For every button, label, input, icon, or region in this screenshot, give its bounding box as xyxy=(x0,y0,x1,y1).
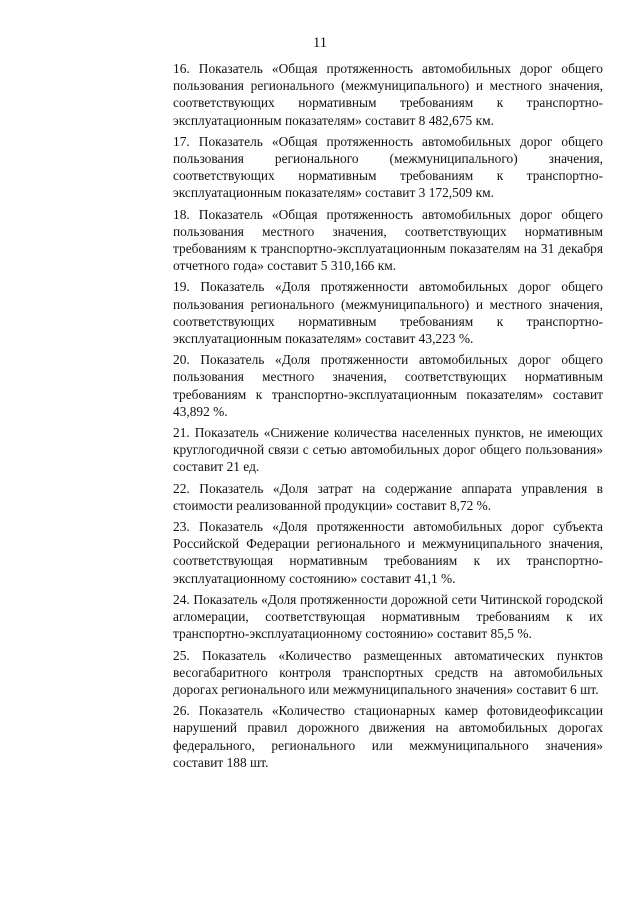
page-number: 11 xyxy=(313,35,327,51)
paragraph-21: 21. Показатель «Снижение количества населенных пунктов, не имеющих круглогодичной связи с сетью автомобильных дорог общего пользования» составит 21 ед. xyxy=(173,425,603,475)
paragraph-16: 16. Показатель «Общая протяженность автомобильных дорог общего пользования регионального (межмуниципального) и местного значения, соответствующих нормативным требованиям к транспортно-эксплуатационным показателям» составит 8 482,675 км. xyxy=(173,61,603,128)
paragraph-20: 20. Показатель «Доля протяженности автомобильных дорог общего пользования местного значения, соответствующих нормативным требованиям к транспортно-эксплуатационным показателям» составит 43,892 %. xyxy=(173,352,603,419)
paragraph-24: 24. Показатель «Доля протяженности дорожной сети Читинской городской агломерации, соответствующая нормативным требованиям к их транспортно-эксплуатационному состоянию» составит 85,5 %. xyxy=(173,591,603,642)
document-body xyxy=(173,60,603,775)
paragraph-22: 22. Показатель «Доля затрат на содержание аппарата управления в стоимости реализованной продукции» составит 8,72 %. xyxy=(173,480,603,513)
paragraph-19: 19. Показатель «Доля протяженности автомобильных дорог общего пользования регионального (межмуниципального) и местного значения, соответствующих нормативным требованиям к транспортно-эксплуатационным показателям» составит 43,223 %. xyxy=(173,279,603,347)
paragraph-18: 18. Показатель «Общая протяженность автомобильных дорог общего пользования местного значения, соответствующих нормативным требованиям к транспортно-эксплуатационным показателям на 31 декабря отчетного года» составит 5 310,166 км. xyxy=(173,206,603,274)
paragraph-17: 17. Показатель «Общая протяженность автомобильных дорог общего пользования регионального (межмуниципального) значения, соответствующих нормативным требованиям к транспортно-эксплуатационным показателям» составит 3 172,509 км. xyxy=(173,133,603,201)
paragraph-23: 23. Показатель «Доля протяженности автомобильных дорог субъекта Российской Федерации регионального и межмуниципального значения, соответствующая нормативным требованиям к их транспортно-эксплуатационному состоянию» составит 41,1 %. xyxy=(173,519,603,586)
paragraph-26: 26. Показатель «Количество стационарных камер фотовидеофиксации нарушений правил дорожного движения на автомобильных дорогах федерального, регионального или межмуниципального значения» составит 188 шт. xyxy=(173,703,603,770)
paragraph-25: 25. Показатель «Количество размещенных автоматических пунктов весогабаритного контроля транспортных средств на автомобильных дорогах регионального или межмуниципального значения» составит 6 шт. xyxy=(173,647,603,697)
